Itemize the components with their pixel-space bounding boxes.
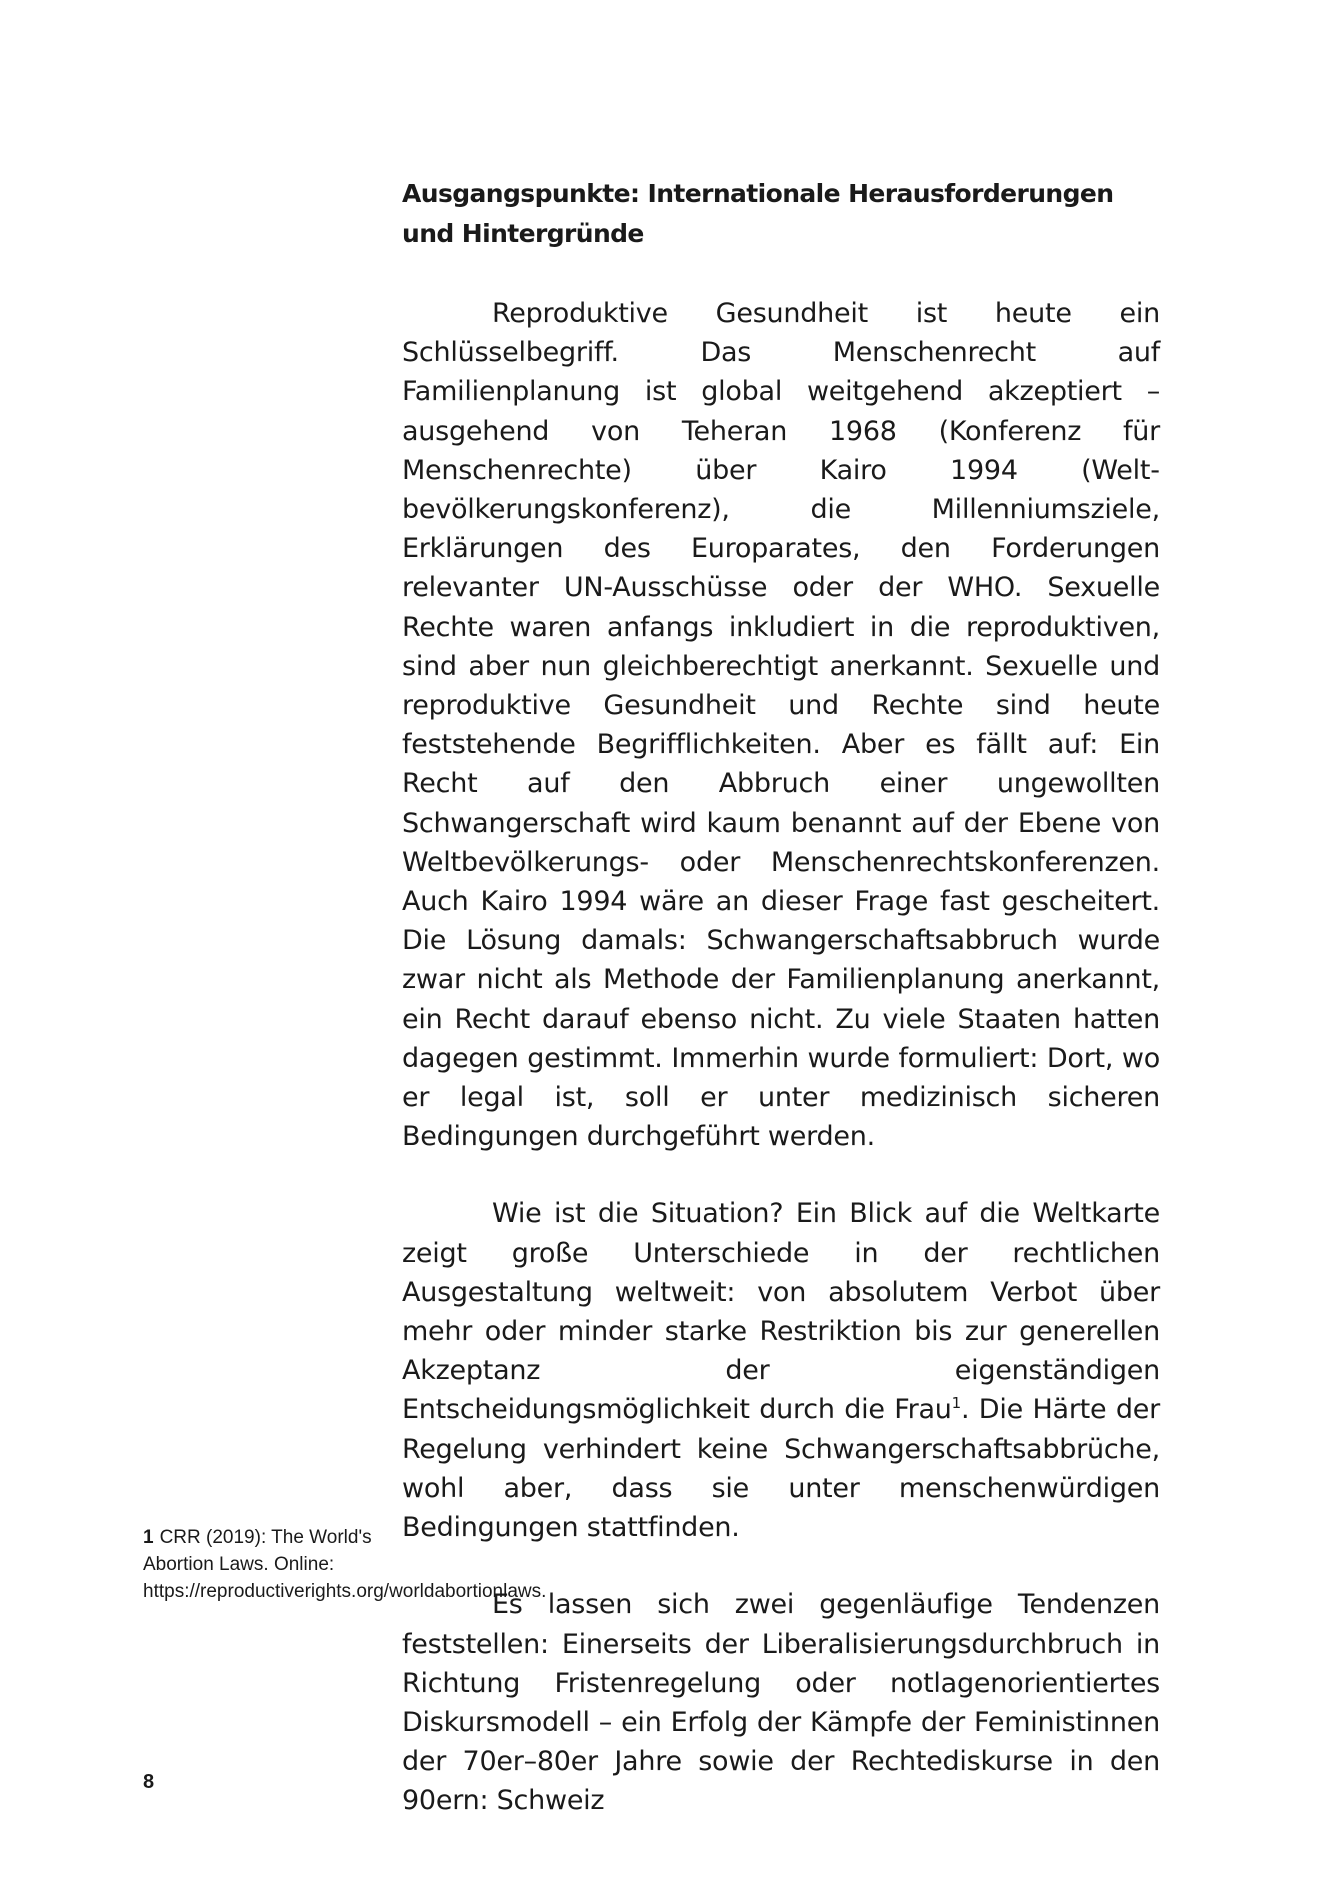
- paragraph-text: Wie ist die Situation? Ein Blick auf die Weltkarte zeigt große Unterschiede in der rechtlichen Ausgestaltung weltweit: von absolutem Verbot über mehr oder minder starke Restriktion bis zur generellen Akzeptanz der eigenständigen Entscheidungsmöglichkeit durch die Frau: [402, 1198, 1160, 1426]
- section-heading: Ausgangspunkte: Internationale Herausforderungen und Hintergründe: [402, 179, 1114, 248]
- footnote: [143, 1524, 547, 1605]
- paragraph: Reproduktive Gesundheit ist heute ein Schlüsselbegriff. Das Menschenrecht auf Familienplanung ist global weitgehend akzeptiert – ausgehend von Teheran 1968 (Konferenz für Menschenrechte) über Kairo 1994 (Weltbevölkerungskonferenz), die Millenniumsziele, Erklärungen des Europarates, den Forderungen relevanter UN-Ausschüsse oder der WHO. Sexuelle Rechte waren anfangs inkludiert in die reproduktiven, sind aber nun gleichberechtigt anerkannt. Sexuelle und reproduktive Gesundheit und Rechte sind heute feststehende Begrifflichkeiten. Aber es fällt auf: Ein Recht auf den Abbruch einer ungewollten Schwangerschaft wird kaum benannt auf der Ebene von Weltbevölkerungs- oder Menschenrechtskonferenzen. Auch Kairo 1994 wäre an dieser Frage fast gescheitert. Die Lösung damals: Schwangerschaftsabbruch wurde zwar nicht als Methode der Familienplanung anerkannt, ein Recht darauf ebenso nicht. Zu viele Staaten hatten dagegen gestimmt. Immerhin wurde formuliert: Dort, wo er legal ist, soll er unter medizinisch sicheren Bedingungen durchgeführt werden.: [402, 298, 1160, 1153]
- paragraph: [402, 1194, 1160, 1547]
- footnote-text: CRR (2019): The World's Abortion Laws. Online: https://reproductiverights.org/worldabortionlaws.: [143, 1527, 547, 1602]
- paragraph: Es lassen sich zwei gegenläufige Tendenzen feststellen: Einerseits der Liberalisierungsdurchbruch in Richtung Fristenregelung oder notlagenorientiertes Diskursmodell – ein Erfolg der Kämpfe der Feministinnen der 70er–80er Jahre sowie der Rechtediskurse in den 90ern: Schweiz: [402, 1589, 1160, 1817]
- main-text-column: [402, 174, 1160, 1859]
- paragraph-text: . Die Härte der Regelung verhindert keine Schwangerschaftsabbrüche, wohl aber, dass sie unter menschenwürdigen Bedingungen stattfinden.: [402, 1394, 1161, 1544]
- page-number: 8: [143, 1771, 155, 1793]
- footnote-number: 1: [143, 1527, 154, 1548]
- footnote-reference[interactable]: 1: [951, 1394, 961, 1413]
